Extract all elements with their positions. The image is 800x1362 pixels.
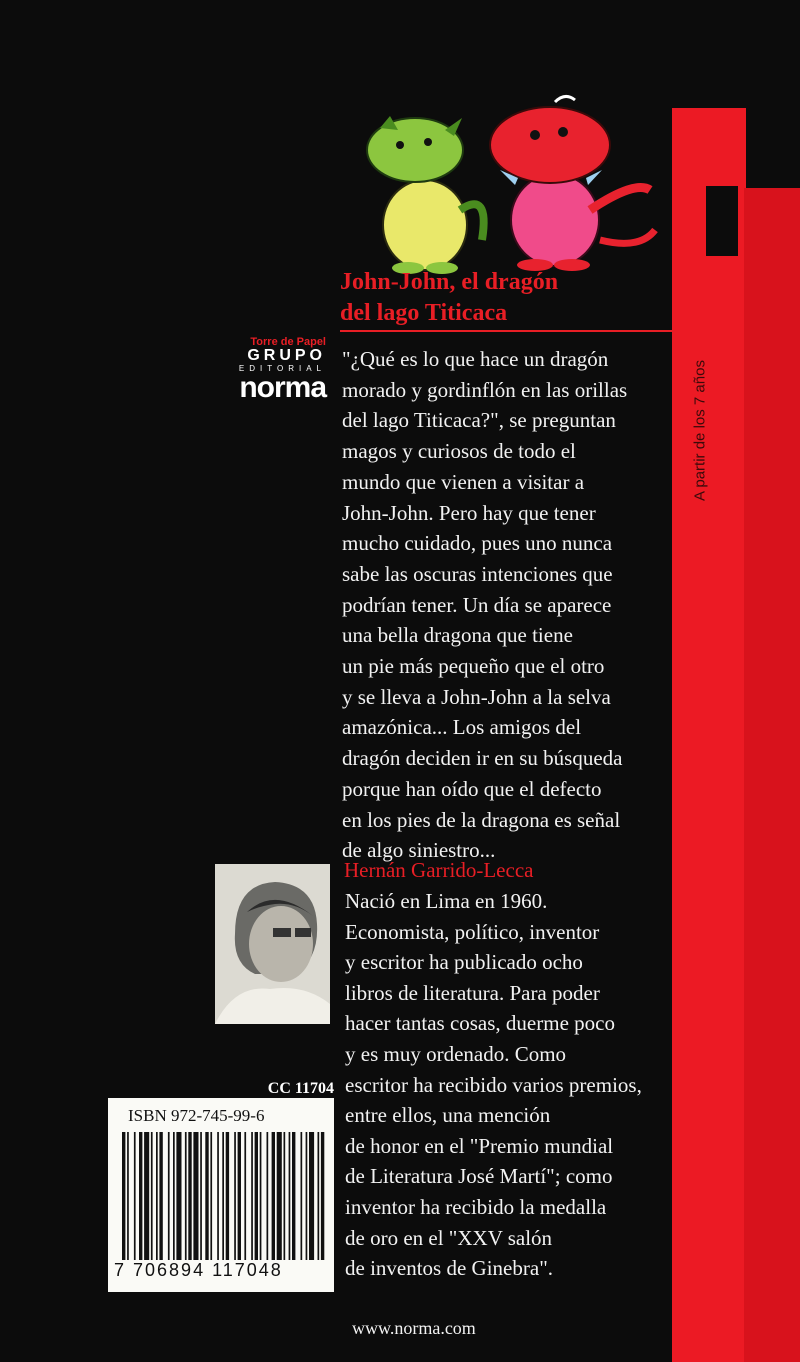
bio-line: Nació en Lima en 1960. (345, 889, 548, 913)
bio-line: de honor en el "Premio mundial (345, 1133, 614, 1158)
synopsis-line: amazónica... Los amigos del (342, 715, 582, 740)
barcode-bar (159, 1132, 162, 1260)
barcode-bar (168, 1132, 170, 1260)
bio-line: de Literatura José Martí"; como (345, 1164, 613, 1189)
barcode-bar (176, 1132, 181, 1260)
barcode-bar (309, 1132, 314, 1260)
synopsis-line: sabe las oscuras intenciones que (342, 561, 613, 586)
barcode-bar (301, 1132, 303, 1260)
synopsis-line: magos y curiosos de todo el (342, 439, 576, 464)
barcode-bar (222, 1132, 224, 1260)
green-dragon (367, 116, 484, 274)
isbn-label: ISBN 972-745-99-6 (128, 1106, 265, 1125)
synopsis-line: podrían tener. Un día se aparece (342, 592, 612, 617)
spine-cutout (746, 108, 800, 188)
bio-line: y escritor ha publicado ocho (345, 950, 583, 975)
barcode-panel (108, 1098, 334, 1292)
barcode-bar (139, 1132, 142, 1260)
barcode-bar (188, 1132, 191, 1260)
publisher-grupo: GRUPO (247, 347, 326, 364)
bio-line: inventor ha recibido la medalla (345, 1194, 607, 1219)
author-bio (345, 886, 675, 1284)
barcode-bar (226, 1132, 229, 1260)
barcode-bar (289, 1132, 291, 1260)
bio-line: escritor ha recibido varios premios, (345, 1072, 642, 1097)
barcode-bar (185, 1132, 187, 1260)
book-title-line-1: John-John, el dragón (340, 269, 559, 295)
barcode-bar (173, 1132, 175, 1260)
age-range-label: A partir de los 7 años (691, 360, 709, 501)
barcode-bar (210, 1132, 212, 1260)
synopsis (342, 344, 672, 866)
bio-line: entre ellos, una mención (345, 1103, 551, 1128)
barcode-bar (267, 1132, 269, 1260)
red-dragon (490, 96, 655, 271)
synopsis-line: dragón deciden ir en su búsqueda (342, 746, 623, 771)
book-title (340, 267, 670, 329)
collection-name: Torre de Papel (250, 336, 326, 348)
barcode-bar (292, 1132, 295, 1260)
bio-line: de oro en el "XXV salón (345, 1225, 553, 1250)
synopsis-line: John-John. Pero hay que tener (342, 500, 596, 525)
catalog-code: CC 11704 (267, 1080, 334, 1097)
barcode-bar (205, 1132, 208, 1260)
publisher-brand: norma (239, 371, 326, 404)
title-divider (340, 330, 672, 332)
red-spine-shade (744, 188, 800, 1362)
barcode-digits: 7 706894 117048 (114, 1260, 283, 1280)
barcode-bar (156, 1132, 158, 1260)
barcode-bar (127, 1132, 129, 1260)
barcode-bar (318, 1132, 320, 1260)
synopsis-line: y se lleva a John-John a la selva (342, 684, 611, 709)
barcode-bar (193, 1132, 198, 1260)
synopsis-line: de algo siniestro... (342, 838, 496, 863)
barcode-bar (200, 1132, 202, 1260)
barcode-bar (260, 1132, 262, 1260)
barcode-bar (321, 1132, 324, 1260)
barcode-bar (217, 1132, 219, 1260)
barcode (122, 1132, 326, 1260)
synopsis-line: porque han oído que el defecto (342, 776, 602, 801)
bio-line: libros de literatura. Para poder (345, 980, 600, 1005)
publisher-logo (218, 336, 326, 402)
synopsis-line: un pie más pequeño que el otro (342, 654, 605, 679)
bio-line: Economista, político, inventor (345, 919, 600, 944)
barcode-bar (251, 1132, 253, 1260)
spine-cutout-lower (706, 186, 738, 256)
bio-line: de inventos de Ginebra". (345, 1256, 554, 1281)
barcode-bar (151, 1132, 153, 1260)
publisher-editorial: EDITORIAL (238, 364, 326, 373)
barcode-bar (277, 1132, 282, 1260)
bio-line: y es muy ordenado. Como (345, 1041, 567, 1066)
synopsis-line: del lago Titicaca?", se preguntan (342, 408, 616, 433)
barcode-bar (284, 1132, 286, 1260)
synopsis-line: una bella dragona que tiene (342, 623, 573, 648)
barcode-bar (144, 1132, 149, 1260)
barcode-bar (272, 1132, 275, 1260)
book-title-line-2: del lago Titicaca (340, 300, 508, 326)
barcode-bar (238, 1132, 241, 1260)
synopsis-line: "¿Qué es lo que hace un dragón (342, 347, 609, 371)
publisher-website: www.norma.com (352, 1318, 476, 1338)
author-photo (215, 864, 330, 1024)
barcode-bar (255, 1132, 258, 1260)
synopsis-line: mundo que vienen a visitar a (342, 469, 585, 494)
synopsis-line: morado y gordinflón en las orillas (342, 377, 628, 402)
barcode-bar (244, 1132, 246, 1260)
barcode-bar (122, 1132, 125, 1260)
barcode-bar (306, 1132, 308, 1260)
synopsis-line: en los pies de la dragona es señal (342, 807, 621, 832)
author-name: Hernán Garrido-Lecca (344, 858, 534, 882)
bio-line: hacer tantas cosas, duerme poco (345, 1011, 615, 1036)
barcode-bar (134, 1132, 136, 1260)
synopsis-line: mucho cuidado, pues uno nunca (342, 531, 613, 556)
barcode-bar (234, 1132, 236, 1260)
dragons-illustration (350, 90, 660, 275)
